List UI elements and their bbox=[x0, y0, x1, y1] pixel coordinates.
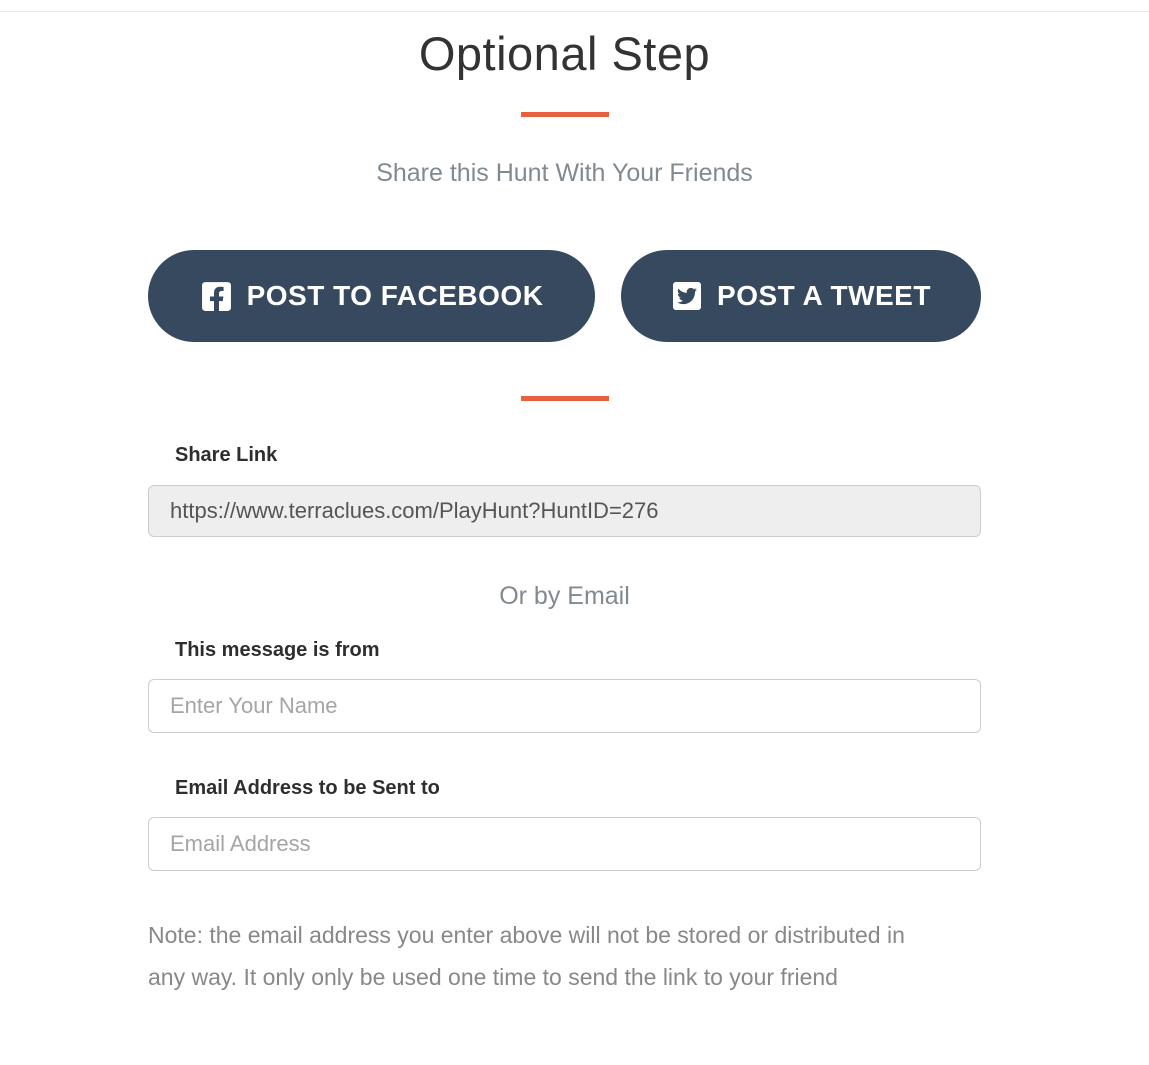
section-divider bbox=[521, 396, 609, 401]
share-link-input[interactable] bbox=[148, 485, 981, 537]
share-subtitle: Share this Hunt With Your Friends bbox=[376, 159, 753, 187]
page-title: Optional Step bbox=[418, 27, 711, 80]
sender-name-group bbox=[148, 639, 981, 733]
post-a-tweet-label: POST A TWEET bbox=[717, 280, 931, 311]
optional-step-panel bbox=[148, 18, 981, 998]
post-to-facebook-button[interactable] bbox=[148, 250, 595, 342]
email-privacy-note: Note: the email address you enter above will not be stored or distributed in any way. It only only be used one time to send the link to your friend bbox=[148, 922, 905, 990]
sender-name-input[interactable] bbox=[148, 679, 981, 733]
top-border bbox=[0, 0, 1149, 12]
recipient-email-group bbox=[148, 777, 981, 871]
social-buttons-row bbox=[148, 250, 981, 342]
share-link-group bbox=[148, 444, 981, 537]
post-a-tweet-button[interactable] bbox=[621, 250, 981, 342]
email-address-label: Email Address to be Sent to bbox=[175, 777, 440, 799]
share-link-label: Share Link bbox=[175, 444, 278, 466]
facebook-square-icon bbox=[200, 280, 233, 313]
or-by-email-heading: Or by Email bbox=[499, 582, 630, 610]
recipient-email-input[interactable] bbox=[148, 817, 981, 871]
message-from-label: This message is from bbox=[175, 639, 380, 661]
post-to-facebook-label: POST TO FACEBOOK bbox=[246, 280, 544, 311]
twitter-square-icon bbox=[671, 280, 703, 312]
section-divider bbox=[521, 112, 609, 117]
